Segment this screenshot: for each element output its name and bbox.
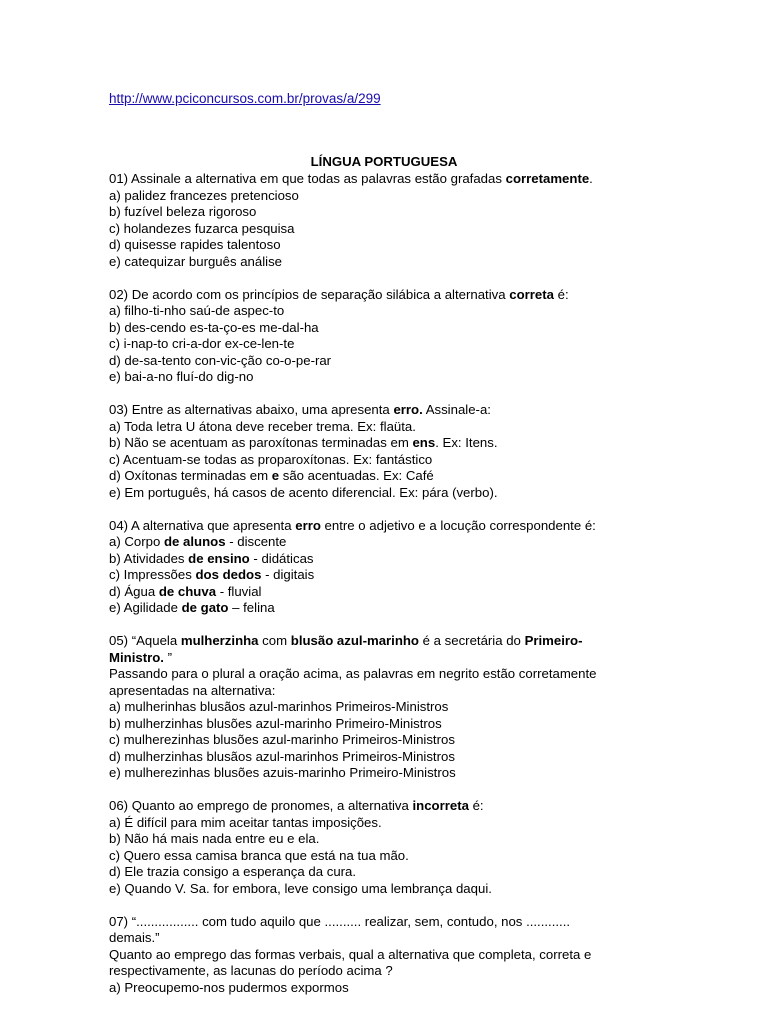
option-e: e) mulherezinhas blusões azuis-marinho Primeiro-Ministros xyxy=(109,765,456,780)
option-a: a) palidez francezes pretencioso xyxy=(109,187,299,203)
stem-text: entre o adjetivo e a locução correspondente é: xyxy=(320,517,596,533)
option-text: d) Oxítonas terminadas em xyxy=(109,468,272,483)
option-b: b) mulherzinhas blusões azul-marinho Primeiro-Ministros xyxy=(109,715,442,731)
stem-text: 01) Assinale a alternativa em que todas as palavras estão grafadas xyxy=(109,171,506,186)
stem-emphasis: Primeiro- xyxy=(524,633,583,648)
section-title: LÍNGUA PORTUGUESA xyxy=(310,154,458,169)
option-c: c) mulherezinhas blusões azul-marinho Primeiros-Ministros xyxy=(109,732,455,747)
option-b: b) Não há mais nada entre eu e ela. xyxy=(109,831,320,846)
stem-emphasis: erro. xyxy=(393,402,423,417)
option-text: são acentuadas. Ex: Café xyxy=(279,468,434,483)
option-text: . Ex: Itens. xyxy=(435,435,498,450)
option-text: b) Não se acentuam as paroxítonas terminadas em xyxy=(109,435,413,450)
option-b: b) des-cendo es-ta-ço-es me-dal-ha xyxy=(109,319,319,335)
question-instruction: Passando para o plural a oração acima, as palavras em negrito estão corretamente xyxy=(109,666,597,681)
stem-text: é: xyxy=(553,286,569,302)
stem-emphasis: mulherzinha xyxy=(180,633,259,648)
question-stem-cont xyxy=(109,650,649,667)
stem-text: com xyxy=(258,633,291,648)
option-text: c) Impressões xyxy=(109,567,196,582)
option-emphasis: de alunos xyxy=(163,534,226,549)
option-text: d) Água xyxy=(109,583,159,599)
question-stem xyxy=(109,402,649,419)
option-d xyxy=(109,584,649,601)
option-text: e) Agilidade xyxy=(109,600,182,615)
question-instruction-cont: apresentadas na alternativa: xyxy=(109,682,276,698)
question-instruction-cont: respectivamente, as lacunas do período acima ? xyxy=(109,963,393,978)
question-stem xyxy=(109,518,649,535)
option-emphasis: dos dedos xyxy=(195,567,262,582)
option-d xyxy=(109,468,649,485)
option-e: e) Em português, há casos de acento diferencial. Ex: pára (verbo). xyxy=(109,484,498,500)
option-d: d) mulherzinhas blusãos azul-marinhos Primeiros-Ministros xyxy=(109,748,455,764)
option-a: a) mulherinhas blusãos azul-marinhos Primeiros-Ministros xyxy=(109,699,449,714)
question-stem: 07) “................. com tudo aquilo que .......... realizar, sem, contudo, nos ............ xyxy=(109,913,571,929)
option-a: a) filho-ti-nho saú-de aspec-to xyxy=(109,303,285,318)
option-a: a) Toda letra U átona deve receber trema. Ex: flaüta. xyxy=(109,418,416,434)
source-url-link[interactable]: http://www.pciconcursos.com.br/provas/a/299 xyxy=(109,91,381,106)
stem-text: 02) De acordo com os princípios de separação silábica a alternativa xyxy=(109,286,510,302)
stem-text: 03) Entre as alternativas abaixo, uma apresenta xyxy=(109,402,394,417)
stem-text: . xyxy=(589,171,593,186)
question-04 xyxy=(109,518,649,617)
question-07 xyxy=(109,914,649,997)
question-01 xyxy=(109,171,649,270)
stem-emphasis: blusão azul-marinho xyxy=(290,633,419,648)
option-e: e) catequizar burguês análise xyxy=(109,253,283,269)
stem-emphasis: Ministro. xyxy=(109,649,164,665)
question-stem xyxy=(109,287,649,304)
option-c xyxy=(109,567,649,584)
stem-emphasis: incorreta xyxy=(412,798,469,813)
option-emphasis: e xyxy=(271,468,280,483)
option-text: b) Atividades xyxy=(109,550,189,566)
option-d: d) Ele trazia consigo a esperança da cura. xyxy=(109,864,357,879)
question-06 xyxy=(109,798,649,897)
option-text: – felina xyxy=(228,600,275,615)
option-b xyxy=(109,435,649,452)
stem-text: 06) Quanto ao emprego de pronomes, a alternativa xyxy=(109,798,413,813)
option-text: - fluvial xyxy=(216,583,262,599)
question-stem xyxy=(109,171,649,188)
option-a: a) É difícil para mim aceitar tantas imposições. xyxy=(109,814,382,830)
stem-text: Assinale-a: xyxy=(422,402,491,417)
stem-text: é: xyxy=(468,798,484,813)
option-e: e) bai-a-no fluí-do dig-no xyxy=(109,369,254,384)
option-b xyxy=(109,551,649,568)
question-05 xyxy=(109,633,649,782)
option-text: - discente xyxy=(225,534,287,549)
question-02 xyxy=(109,287,649,386)
stem-text: 05) “Aquela xyxy=(109,633,181,648)
question-stem xyxy=(109,798,649,815)
stem-emphasis: erro xyxy=(295,517,321,533)
option-c: c) i-nap-to cri-a-dor ex-ce-len-te xyxy=(109,336,295,351)
option-emphasis: de gato xyxy=(181,600,229,615)
option-emphasis: de ensino xyxy=(188,550,250,566)
option-e xyxy=(109,600,649,617)
question-list xyxy=(109,171,649,1013)
option-e: e) Quando V. Sa. for embora, leve consigo uma lembrança daqui. xyxy=(109,880,492,896)
question-instruction: Quanto ao emprego das formas verbais, qual a alternativa que completa, correta e xyxy=(109,946,592,962)
option-text: - digitais xyxy=(261,567,315,582)
option-emphasis: ens xyxy=(412,435,436,450)
option-d: d) quisesse rapides talentoso xyxy=(109,237,281,252)
question-stem-cont: demais.” xyxy=(109,930,160,945)
option-c: c) Acentuam-se todas as proparoxítonas. Ex: fantástico xyxy=(109,451,433,467)
option-b: b) fuzível beleza rigoroso xyxy=(109,204,257,219)
option-text: a) Corpo xyxy=(109,534,164,549)
option-c: c) Quero essa camisa branca que está na tua mão. xyxy=(109,847,409,863)
option-emphasis: de chuva xyxy=(158,583,217,599)
stem-text: é a secretária do xyxy=(419,633,525,648)
question-stem xyxy=(109,633,649,650)
stem-text: 04) A alternativa que apresenta xyxy=(109,517,296,533)
option-a: a) Preocupemo-nos pudermos expormos xyxy=(109,979,349,995)
option-text: - didáticas xyxy=(249,550,314,566)
stem-emphasis: correta xyxy=(509,286,554,302)
stem-emphasis: corretamente xyxy=(505,171,590,186)
option-d: d) de-sa-tento con-vic-ção co-o-pe-rar xyxy=(109,352,332,368)
option-a xyxy=(109,534,649,551)
question-03 xyxy=(109,402,649,501)
option-c: c) holandezes fuzarca pesquisa xyxy=(109,220,295,236)
stem-text: ” xyxy=(163,649,173,665)
